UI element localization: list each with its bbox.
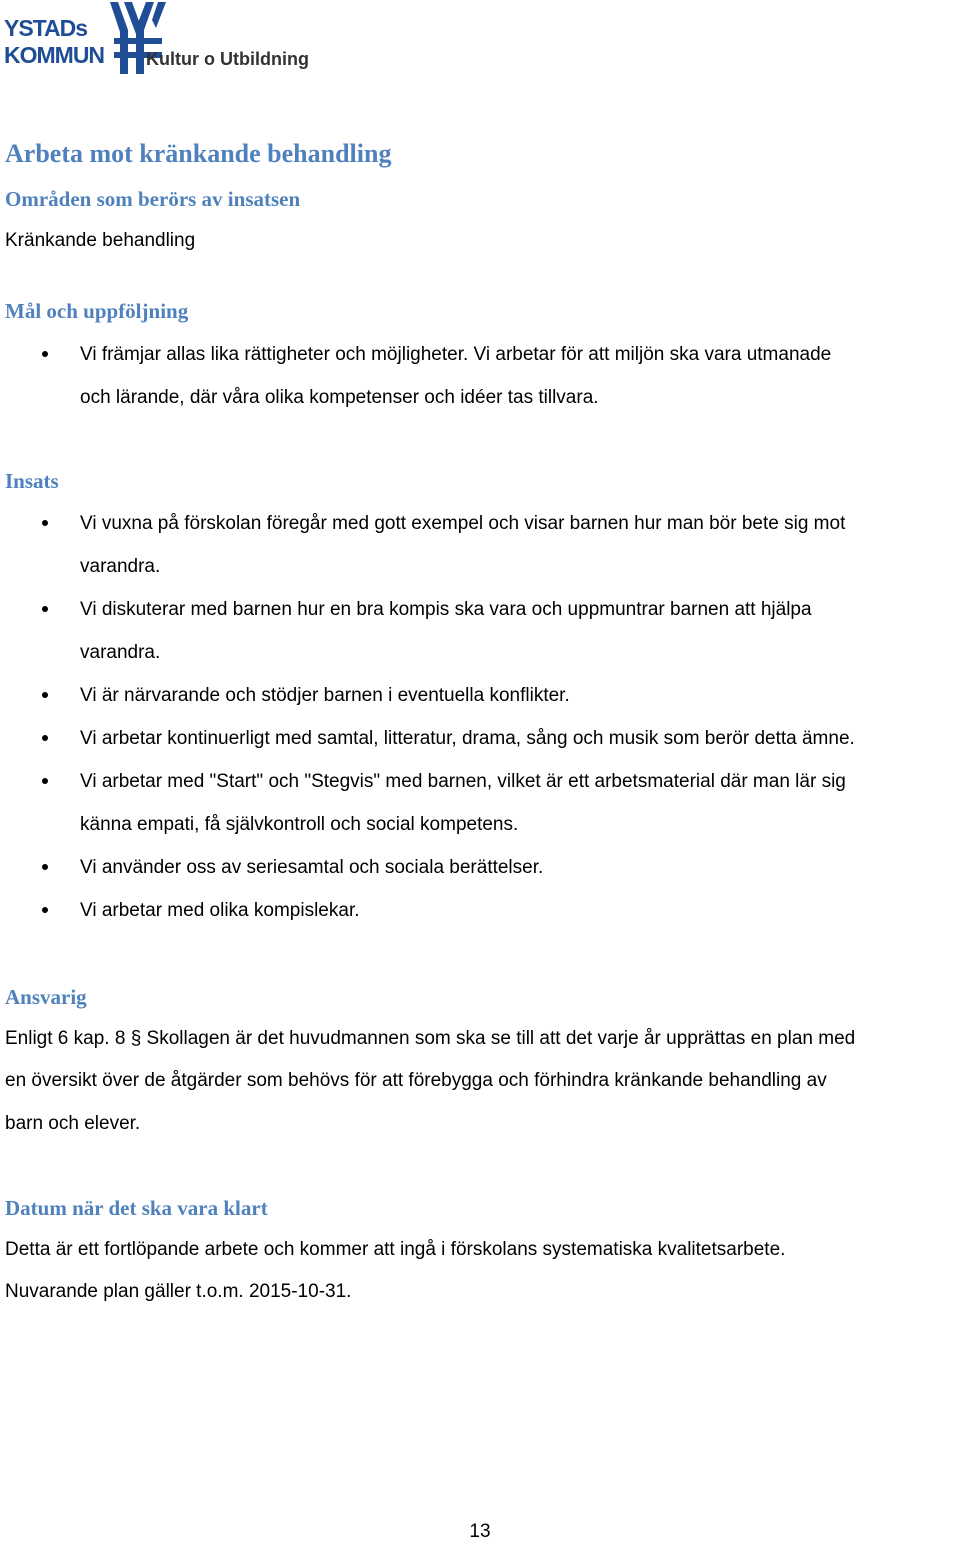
list-item [0,760,855,846]
deadline-line-2: Nuvarande plan gäller t.o.m. 2015-10-31. [5,1281,352,1302]
logo-line-2: KOMMUN [4,42,105,68]
list-item-line: och lärande, där våra olika kompetenser och idéer tas tillvara. [80,387,599,408]
list-item [0,674,855,717]
ystad-kommun-logo [0,0,330,80]
section-heading-goals: Mål och uppföljning [5,299,189,323]
responsible-line-2: en översikt över de åtgärder som behövs för att förebygga och förhindra kränkande behandling av [5,1070,827,1091]
list-item [0,846,855,889]
list-item-line: Vi främjar allas lika rättigheter och möjligheter. Vi arbetar för att miljön ska vara utmanade [80,344,832,365]
insats-list [0,502,855,932]
list-item-line: Vi använder oss av seriesamtal och sociala berättelser. [80,857,544,878]
areas-text: Kränkande behandling [5,230,196,251]
list-item [0,333,831,419]
logo-subtitle: Kultur o Utbildning [146,49,309,69]
list-item-line: Vi arbetar med olika kompislekar. [80,900,360,921]
list-item-line: Vi diskuterar med barnen hur en bra kompis ska vara och uppmuntrar barnen att hjälpa [80,599,812,620]
page-title: Arbeta mot kränkande behandling [5,139,392,168]
list-item [0,889,855,932]
section-heading-responsible: Ansvarig [5,985,87,1009]
list-item [0,502,855,588]
section-heading-insats: Insats [5,469,59,493]
logo-line-1: YSTADs [4,15,88,41]
list-item-line: Vi är närvarande och stödjer barnen i eventuella konflikter. [80,685,570,706]
list-item [0,717,855,760]
goals-list [0,333,831,419]
list-item-line: Vi arbetar med "Start" och "Stegvis" med barnen, vilket är ett arbetsmaterial där man lär sig [80,771,846,792]
list-item-line: Vi vuxna på förskolan föregår med gott exempel och visar barnen hur man bör bete sig mot [80,513,846,534]
section-heading-deadline: Datum när det ska vara klart [5,1196,268,1220]
list-item-line: varandra. [80,642,161,663]
list-item [0,588,855,674]
responsible-line-3: barn och elever. [5,1113,141,1134]
list-item-line: varandra. [80,556,161,577]
list-item-line: Vi arbetar kontinuerligt med samtal, litteratur, drama, sång och musik som berör detta ämne. [80,728,855,749]
deadline-line-1: Detta är ett fortlöpande arbete och kommer att ingå i förskolans systematiska kvalitetsarbete. [5,1239,786,1260]
list-item-line: känna empati, få självkontroll och social kompetens. [80,814,519,835]
section-heading-areas: Områden som berörs av insatsen [5,187,301,211]
responsible-line-1: Enligt 6 kap. 8 § Skollagen är det huvudmannen som ska se till att det varje år upprättas en plan med [5,1028,856,1049]
page-number: 13 [469,1521,491,1542]
